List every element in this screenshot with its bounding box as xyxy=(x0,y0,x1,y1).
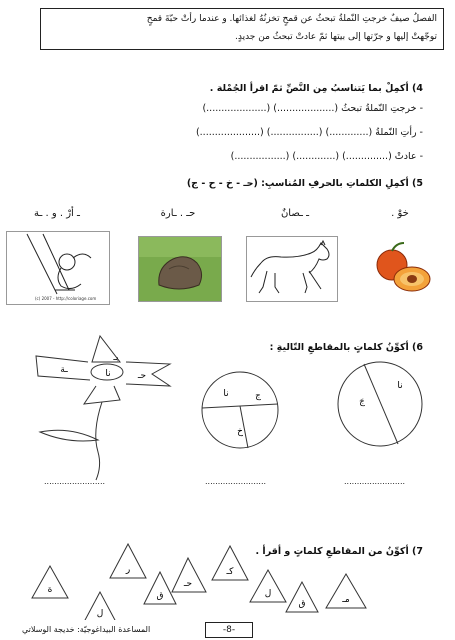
triangle-8-syllable: ق xyxy=(298,599,306,609)
flower-syllable-left: ـة xyxy=(60,365,68,375)
triangle-5-syllable: حـ xyxy=(183,579,193,589)
reading-line-2: توجّهتْ إليها و جرّتها إلى بيتها ثمّ عادتْ تبحثُ من جديدٍ. xyxy=(234,32,437,42)
horse-picture xyxy=(246,236,338,302)
author-credit: المساعدة البيداغوجيّة: خديجة الوسلاتي xyxy=(22,625,151,634)
triangle-1-syllable: ة xyxy=(47,585,53,595)
reading-line-1: الفصلُ صيفٌ خرجتِ النّملةُ تبحثُ عن قمحٍ تخزنُهُ لغذائها. و عندما رأتْ حبّةَ قمحٍ xyxy=(146,14,437,24)
triangle-9-syllable: مـ xyxy=(342,595,350,605)
circle-1-syllable-2: ج xyxy=(255,391,261,401)
stone-picture xyxy=(138,236,222,302)
syllable-circle-1 xyxy=(200,368,280,454)
flower-diagram xyxy=(22,328,192,488)
word-swing: ـ أرْ . و . ـة xyxy=(34,208,80,219)
word-stone: حـ . ـارة xyxy=(160,208,196,219)
circle-1-answer-line: ........................ xyxy=(205,477,267,486)
peach-picture xyxy=(368,237,436,299)
exercise-4-line-2: - رأتِ النّملةُ (.............) (................) (....................) xyxy=(195,127,423,138)
exercise-7-heading: 7) أكوِّنُ من المقاطعِ كلماتٍ و أقرأ . xyxy=(255,546,423,557)
swing-caption: (c) 2007 - http://coloriage.com xyxy=(35,296,97,301)
flower-answer-line: ........................ xyxy=(44,477,106,486)
page-number: -8- xyxy=(205,622,253,638)
circle-2-syllable-1: نا xyxy=(397,381,403,391)
exercise-5-heading: 5) أكمِلِ الكلماتِ بالحرفِ المُناسبِ: (حـ - خ - ح - ج) xyxy=(186,178,423,189)
triangle-4-syllable: ق xyxy=(156,591,164,601)
flower-syllable-right: حـ xyxy=(137,371,147,381)
word-peach: خوْ . xyxy=(391,208,409,219)
syllable-circle-2 xyxy=(336,360,424,448)
triangle-2-syllable: ل xyxy=(96,609,104,619)
flower-syllable-center: نا xyxy=(105,369,111,379)
circle-2-answer-line: ........................ xyxy=(344,477,406,486)
flower-syllable-top: بـ xyxy=(113,353,119,363)
circle-2-syllable-2: جَ xyxy=(359,397,365,407)
triangle-7-syllable: ل xyxy=(264,589,272,599)
exercise-4-line-3: - عادتْ (..............) (.............) (.................) xyxy=(230,151,423,162)
reading-passage-box xyxy=(40,8,444,50)
triangle-6-syllable: كـ xyxy=(226,567,234,577)
swing-picture xyxy=(6,231,110,305)
exercise-6-heading: 6) أكوِّنُ كلماتٍ بالمقاطعِ التّاليةِ : xyxy=(269,342,423,353)
syllable-triangles xyxy=(20,540,380,620)
triangle-3-syllable: ر xyxy=(125,565,131,575)
exercise-4-line-1: - خرجتِ النّملةُ تبحثُ (...................) (....................) xyxy=(202,103,423,114)
circle-1-syllable-1: نا xyxy=(223,389,229,399)
exercise-4-heading: 4) أكمِلْ بما يَتناسبُ مِن النَّصِّ ثمّ اقرأ الجُمْلة . xyxy=(209,83,423,94)
circle-1-syllable-3: خ xyxy=(237,427,243,437)
word-horse: ـ ـصانٌ xyxy=(280,208,310,219)
